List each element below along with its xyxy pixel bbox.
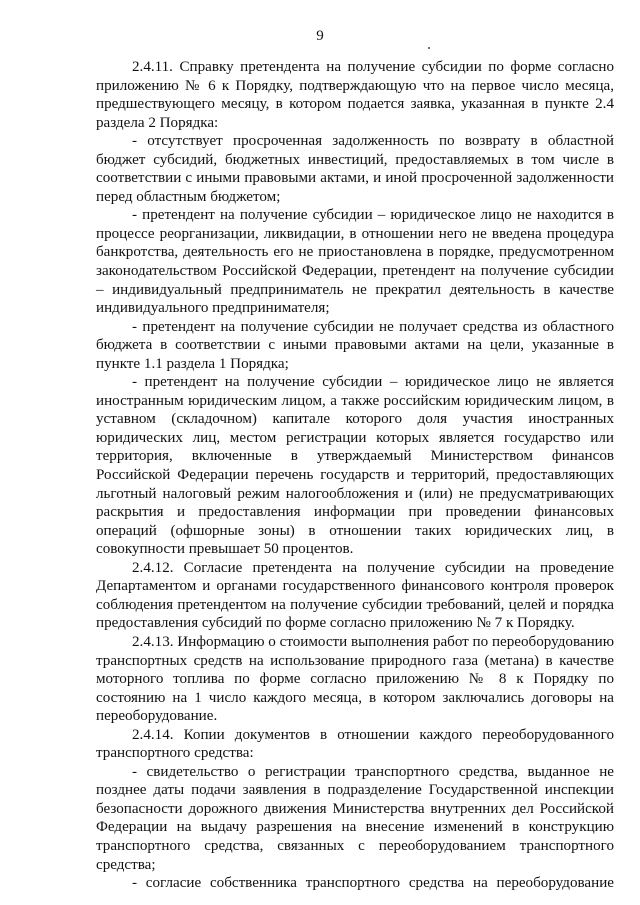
list-item-not-foreign-entity: - претендент на получение субсидии – юридическое лицо не является иностранным юридическим лицом, а также российским юридическим лицом, в уставном (складочном) капитале которого доля участия иностранных юридических лиц, местом регистрации которых является государство или территория, включенные в утверждаемый Министерством финансов Российской Федерации перечень государств и территорий, предоставляющих льготный налоговый режим налогообложения и (или) не предусматривающих раскрытия и предоставления информации при проведении финансовых операций (офшорные зоны) в отношении таких юридических лиц, в совокупности превышает 50 процентов. bbox=[96, 374, 614, 558]
paragraph-2-4-14: 2.4.14. Копии документов в отношении каждого переоборудованного транспортного средства: bbox=[96, 726, 614, 762]
scan-speck bbox=[428, 47, 430, 49]
page-number: 9 bbox=[316, 28, 324, 44]
paragraph-2-4-11: 2.4.11. Справку претендента на получение субсидии по форме согласно приложению № 6 к Порядку, подтверждающую что на первое число месяца, предшествующего месяцу, в котором подается заявка, указанная в пункте 2.4 раздела 2 Порядка: bbox=[96, 59, 614, 131]
list-item-no-overdue-debt: - отсутствует просроченная задолженность по возврату в областной бюджет субсидий, бюджетных инвестиций, предоставляемых в том числе в соответствии с иными правовыми актами, и иной просроченной задолженности перед областным бюджетом; bbox=[96, 133, 614, 205]
paragraph-2-4-13: 2.4.13. Информацию о стоимости выполнения работ по переоборудованию транспортных средств на использование природного газа (метана) в качестве моторного топлива по форме согласно приложению № 8 к Порядку по состоянию на 1 число каждого месяца, в котором заключались договоры на переоборудование. bbox=[96, 633, 614, 725]
list-item-registration-certificate: - свидетельство о регистрации транспортного средства, выданное не позднее даты подачи заявления в подразделение Государственной инспекции безопасности дорожного движения Министерства внутренних дел Российской Федерации на выдачу разрешения на внесение изменений в конструкцию транспортного средства, связанных с переоборудованием транспортного средства; bbox=[96, 763, 614, 873]
paragraph-2-4-12: 2.4.12. Согласие претендента на получение субсидии на проведение Департаментом и органами государственного финансового контроля проверок соблюдения претендентом на получение субсидии требований, целей и порядка предоставления субсидий по форме согласно приложению № 7 к Порядку. bbox=[96, 559, 614, 632]
list-item-owner-consent: - согласие собственника транспортного средства на переоборудование bbox=[132, 875, 614, 892]
document-body bbox=[96, 58, 614, 893]
list-item-no-other-funds: - претендент на получение субсидии не получает средства из областного бюджета в соответствии с иными правовыми актами на цели, указанные в пункте 1.1 раздела 1 Порядка; bbox=[96, 318, 614, 372]
list-item-no-reorganization: - претендент на получение субсидии – юридическое лицо не находится в процессе реорганизации, ликвидации, в отношении него не введена процедура банкротства, деятельность его не приостановлена в порядке, предусмотренном законодательством Российской Федерации, претендент на получение субсидии – индивидуальный предприниматель не прекратил деятельность в качестве индивидуального предпринимателя; bbox=[96, 207, 614, 317]
